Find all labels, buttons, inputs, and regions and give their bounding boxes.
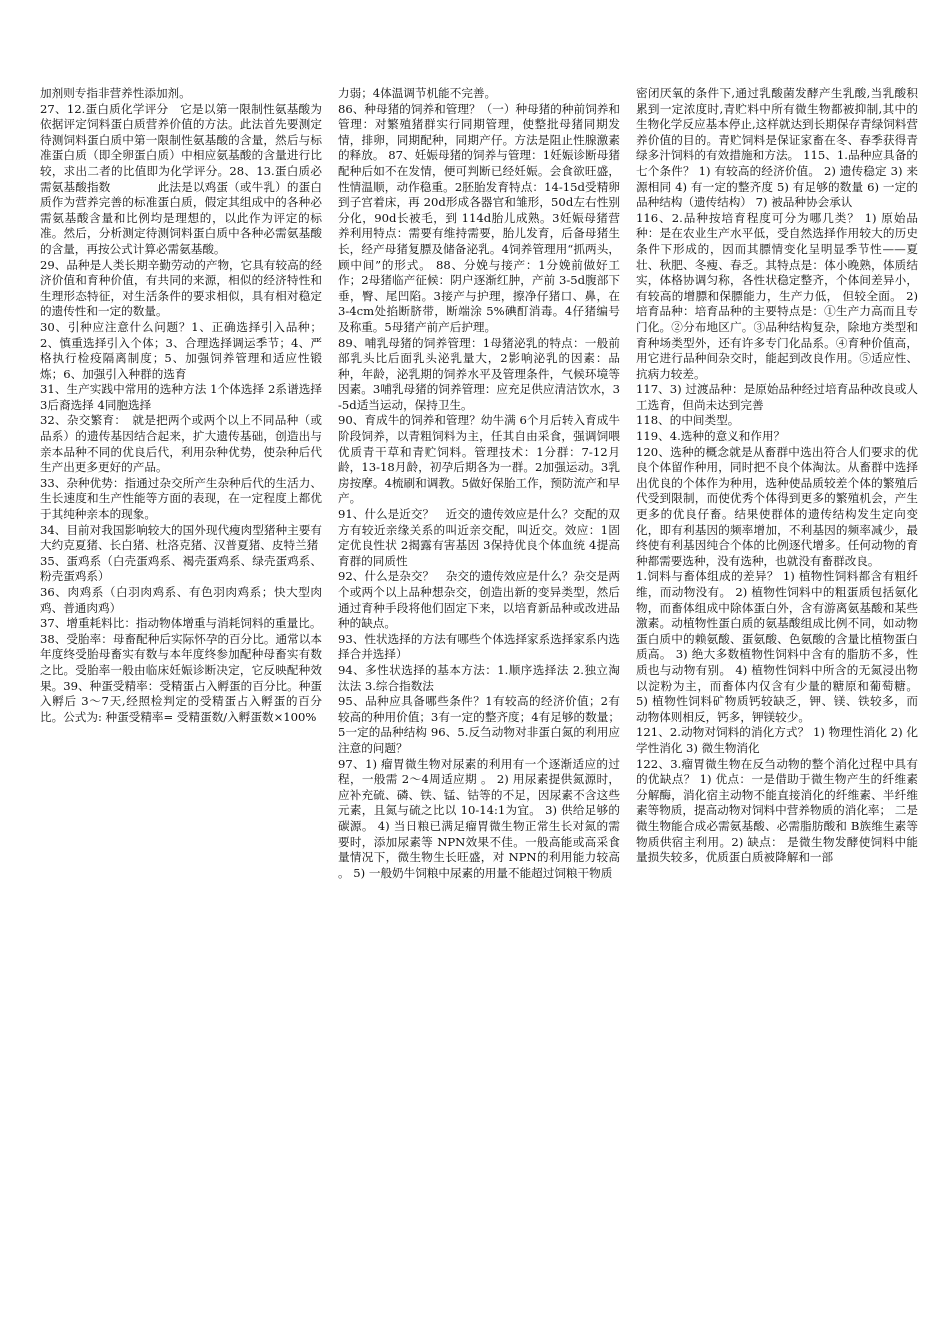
paragraph: 38、受胎率：母畜配种后实际怀孕的百分比。通常以本年度终受胎母畜实有数与本年度终参加配种母畜实有数之比。受胎率一般由临床妊娠诊断决定，它反映配种效果。39、种蛋受精率：受精蛋占入孵蛋的百分比。种蛋入孵后 3～7天,经照检判定的受精蛋占入孵蛋的百分比。公式为: 种蛋受精率= 受精蛋数/入孵蛋数×100% bbox=[40, 631, 322, 724]
paragraph: 122、3.瘤胃微生物在反刍动物的整个消化过程中具有的优缺点？ 1) 优点：一是借助于微生物产生的纤维素分解酶，消化宿主动物不能直接消化的纤维素、半纤维素等物质，提高动物对饲料中营养物质的消化率； 二是微生物能合成必需氨基酸、必需脂肪酸和 B族维生素等物质供宿主利用。2) 缺点： 是微生物发酵使饲料中能量损失较多，优质蛋白质被降解和一部 bbox=[636, 756, 918, 865]
text-column-middle bbox=[338, 86, 620, 1316]
paragraph: 90、育成牛的饲养和管理？幼牛满 6个月后转入育成牛阶段饲养，以青粗饲料为主，任其自由采食，强调饲喂优质青干草和青贮饲料。管理技术：1分群：7-12月龄，13-18月龄，初孕后期各为一群。2加强运动。3乳房按摩。4梳刷和调教。5做好保胎工作，预防流产和早产。 bbox=[338, 413, 620, 506]
paragraph: 92、什么是杂交？ 杂交的遗传效应是什么？杂交是两个或两个以上品种想杂交，创造出新的变异类型，然后通过育种手段将他们固定下来，以培育新品种或改进品种的缺点。 bbox=[338, 569, 620, 631]
paragraph: 36、肉鸡系（白羽肉鸡系、有色羽肉鸡系；快大型肉鸡、普通肉鸡） bbox=[40, 585, 322, 615]
paragraph: 93、性状选择的方法有哪些个体选择家系选择家系内选择合并选择） bbox=[338, 631, 620, 662]
paragraph: 121、2.动物对饲料的消化方式？ 1) 物理性消化 2) 化学性消化 3) 微生物消化 bbox=[636, 725, 918, 755]
paragraph: 31、生产实践中常用的选种方法 1个体选择 2系谱选择 3后裔选择 4同胞选择 bbox=[40, 382, 322, 412]
document-page bbox=[40, 86, 918, 1316]
paragraph: 117、3) 过渡品种：是原始品种经过培育品种改良或人工选育，但尚未达到完善 bbox=[636, 382, 918, 412]
paragraph: 力弱；4体温调节机能不完善。 bbox=[338, 86, 497, 100]
paragraph: 33、杂种优势：指通过杂交所产生杂种后代的生活力、生长速度和生产性能等方面的表现，在一定程度上都优于其纯种亲本的现象。 bbox=[40, 475, 322, 522]
paragraph: 97、1) 瘤胃微生物对尿素的利用有一个逐渐适应的过程，一般需 2～4周适应期 。 2) 用尿素提供氮源时，应补充硫、磷、铁、锰、钴等的不足，因尿素不含这些元素，且氮与硫之比以 10-14:1为宜。 3) 供给足够的碳源。 4) 当日粮已满足瘤胃微生物正常生长对氮的需要时，添加尿素等 NPN效果不佳。一般高能或高采食量情况下，微生物生长旺盛，对 NPN的利用能力较高 。 5) 一般奶牛饲粮中尿素的用量不能超过饲粮干物质 bbox=[338, 756, 620, 880]
paragraph: 29、品种是人类长期辛勤劳动的产物，它具有较高的经济价值和育种价值，有共同的来源，相似的经济特性和生理形态特征，对生活条件的要求相似，具有相对稳定的遗传性和一定的数量。 bbox=[40, 257, 322, 319]
paragraph: 27、12.蛋白质化学评分 它是以第一限制性氨基酸为依据评定饲料蛋白质营养价值的方法。此法首先要测定待测饲料蛋白质中第一限制性氨基酸的含量，然后与标准蛋白质（即全卵蛋白质）中相应氨基酸的含量进行比较，求出二者的比值即为化学评分。28、13.蛋白质必需氨基酸指数 此法是以鸡蛋（或牛乳）的蛋白质作为营养完善的标准蛋白质，假定其组成中的各种必需氨基酸含量和比例均是理想的，以此作为评定的标准。然后，分析测定待测饲料蛋白质中各种必需氨基酸的含量，再按公式计算必需氨基酸。 bbox=[40, 101, 322, 256]
paragraph: 1.饲料与畜体组成的差异？ 1) 植物性饲料都含有粗纤维，而动物没有。 2) 植物性饲料中的粗蛋质包括氨化物，而畜体组成中除体蛋白外，含有游离氨基酸和某些激素。动植物性蛋白质的氨基酸组成比例不同，如动物蛋白质中的赖氨酸、蛋氨酸、色氨酸的含量比植物蛋白质高。 3) 绝大多数植物性饲料中含有的脂肪不多，性质也与动物有别。 4) 植物性饲料中所含的无氮浸出物以淀粉为主，而畜体内仅含有少量的糖原和葡萄糖。 5) 植物性饲料矿物质钙较缺乏，钾、镁、铁较多，而动物体则相反，钙多，钾镁较少。 bbox=[636, 569, 918, 724]
paragraph: 94、多性状选择的基本方法：1.顺序选择法 2.独立淘汰法 3.综合指数法 bbox=[338, 662, 620, 693]
paragraph: 密闭厌氧的条件下,通过乳酸菌发酵产生乳酸,当乳酸积累到一定浓度时,青贮料中所有微生物都被抑制,其中的生物化学反应基本停止,这样就达到长期保存青绿饲料营养价值的目的。青贮饲料是保证家畜在冬、春季获得青绿多汁饲料的有效措施和方法。 115、1.品种应具备的七个条件？ 1) 有较高的经济价值。 2) 遗传稳定 3) 来源相同 4) 有一定的整齐度 5) 有足够的数量 6) 一定的品种结构（遗传结构） 7) 被品种协会承认 bbox=[636, 86, 918, 210]
paragraph: 35、蛋鸡系（白壳蛋鸡系、褐壳蛋鸡系、绿壳蛋鸡系、粉壳蛋鸡系） bbox=[40, 553, 322, 584]
paragraph: 119、4.选种的意义和作用？ bbox=[636, 429, 786, 444]
paragraph: 95、品种应具备哪些条件？1有较高的经济价值；2有较高的种用价值；3有一定的整齐度；4有足够的数量；5一定的品种结构 96、5.反刍动物对非蛋白氮的利用应注意的问题？ bbox=[338, 694, 620, 755]
paragraph: 120、选种的概念就是从畜群中选出符合人们要求的优良个体留作种用，同时把不良个体淘汰。从畜群中选择出优良的个体作为种用，选种使品质较差个体的繁殖后代受到限制，而使优秀个体得到更多的繁殖机会，产生更多的优良仔畜。结果使群体的遗传结构发生定向变化，即有利基因的频率增加，不利基因的频率减少，最终使有利基因纯合个体的比例逐代增多。任何动物的育种都需要选种，没有选种，也就没有畜群改良。 bbox=[636, 444, 918, 568]
paragraph: 89、哺乳母猪的饲养管理：1母猪泌乳的特点：一般前部乳头比后面乳头泌乳量大，2影响泌乳的因素：品种，年龄，泌乳期的饲养水平及管理条件，气候环境等因素。3哺乳母猪的饲养管理：应充足供应清洁饮水，3-5d适当运动，保持卫生。 bbox=[338, 335, 620, 412]
paragraph: 30、引种应注意什么问题？1、正确选择引入品种；2、慎重选择引入个体；3、合理选择调运季节；4、严格执行检疫隔离制度；5、加强饲养管理和适应性锻炼；6、加强引入种群的选育 bbox=[40, 319, 322, 381]
text-column-right bbox=[636, 86, 918, 1316]
paragraph: 116、2.品种按培育程度可分为哪几类？ 1) 原始品种：是在农业生产水平低，受自然选择作用较大的历史条件下形成的，因而其膘情变化呈明显季节性——夏壮、秋肥、冬瘦、春乏。其特点是：体小晚熟，体质结实，体格协调匀称，各性状稳定整齐，个体间差异小，有较高的增膘和保膘能力，生产力低， 但较全面。 2) 培育品种：培育品种的主要特点是：①生产力高而且专门化。②分布地区广。③品种结构复杂，除地方类型和育种场类型外，还有许多专门化品系。④育种价值高，用它进行品种间杂交时，能起到改良作用。⑤适应性、抗病力较差。 bbox=[636, 210, 918, 381]
paragraph: 加剂则专指非营养性添加剂。 bbox=[40, 86, 191, 100]
paragraph: 37、增重耗料比：指动物体增重与消耗饲料的重量比。 bbox=[40, 616, 322, 631]
paragraph: 86、种母猪的饲养和管理？（一）种母猪的种前饲养和管理：对繁殖猪群实行同期管理，使整批母猪同期发情，排卵，同期配种，同期产仔。方法是阻止性腺激素的释放。 87、妊娠母猪的饲养与管理：1妊娠诊断母猪配种后如不在发情，便可判断已经妊娠。会食欲旺盛，性情温顺，动作稳重。2胚胎发育特点：14-15d受精卵到子宫着床，再 20d形成各器官和雏形，50d左右性别分化，90d长被毛，到 114d胎儿成熟。3妊娠母猪营养利用特点：需要有维持需要，胎儿发育，后备母猪生长，经产母猪复膘及储备泌乳。4饲养管理用“抓两头，顾中间”的形式。 88、分娩与接产：1分娩前做好工作；2母猪临产征候：阴户逐渐红肿，产前 3-5d腹部下垂，臀、尾凹陷。3接产与护理，擦净仔猪口、鼻，在 3-4cm处掐断脐带，断端涂 5%碘酊消毒。4仔猪编号及称重。5母猪产前产后护理。 bbox=[338, 101, 620, 334]
paragraph: 118、的中间类型。 bbox=[636, 413, 740, 428]
text-column-left bbox=[40, 86, 322, 1316]
paragraph: 32、杂交繁育： 就是把两个或两个以上不同品种（或品系）的遗传基因结合起来，扩大遗传基础，创造出与亲本品种不同的优良后代，利用杂种优势，使杂种后代生产出更多更好的产品。 bbox=[40, 413, 322, 475]
paragraph: 91、什么是近交？ 近交的遗传效应是什么？交配的双方有较近亲缘关系的叫近亲交配，叫近交。效应：1固定优良性状 2揭露有害基因 3保持优良个体血统 4提高育群的同质性 bbox=[338, 507, 620, 568]
paragraph: 34、目前对我国影响较大的国外现代瘦肉型猪种主要有大约克夏猪、长白猪、杜洛克猪、汉普夏猪、皮特兰猪 bbox=[40, 522, 322, 553]
